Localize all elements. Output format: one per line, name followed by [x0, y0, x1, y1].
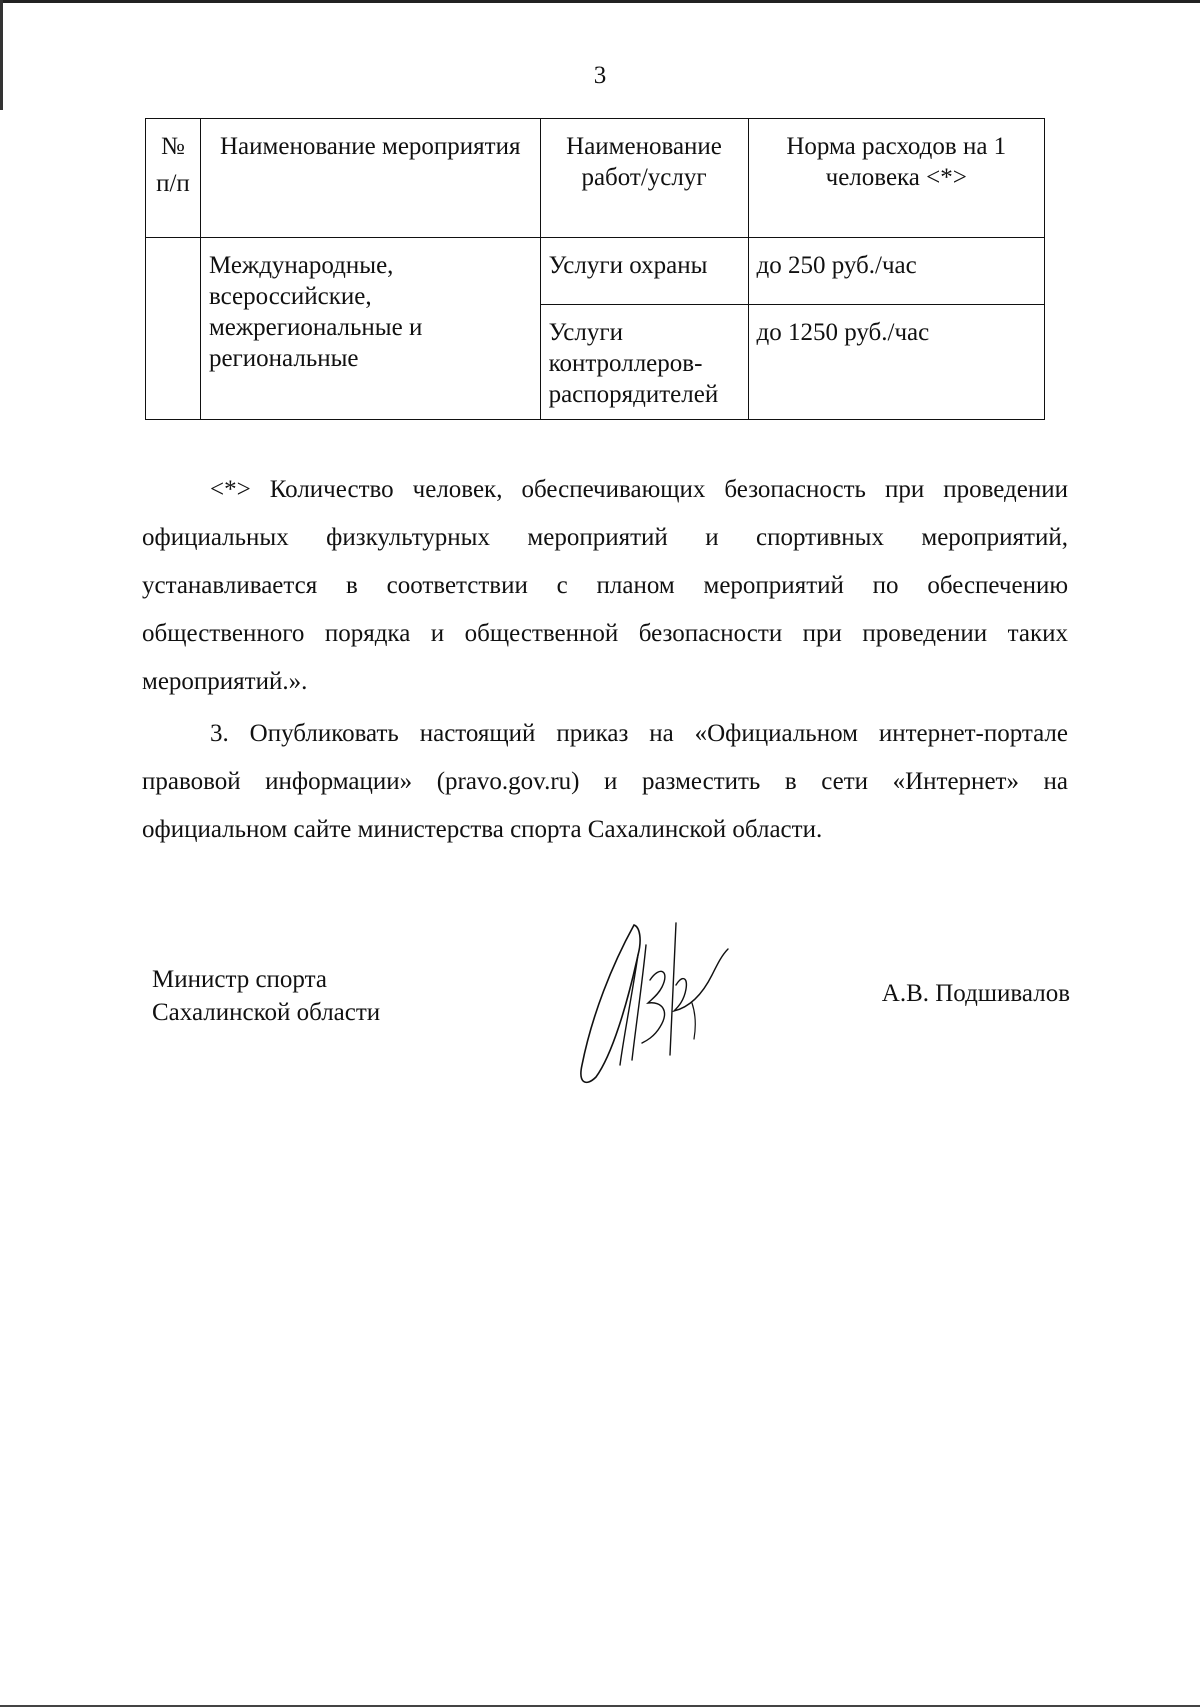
header-expense-norm: Норма расходов на 1 человека <*>: [748, 119, 1045, 238]
table-header-row: [146, 119, 1045, 238]
scan-edge-left: [0, 0, 3, 110]
expense-norms-table: [145, 118, 1045, 420]
clause-3-paragraph: 3. Опубликовать настоящий приказ на «Официальном интернет-портале правовой информации» (pravo.gov.ru) и разместить в сети «Интернет» на официальном сайте министерства спорта Сахалинской области.: [142, 720, 1068, 843]
signer-title-line-2: Сахалинской области: [152, 999, 381, 1026]
scan-edge-top: [0, 0, 1200, 3]
cell-event-name: Международные, всероссийские, межрегиональные и региональные: [200, 238, 540, 420]
handwritten-signature: [572, 915, 752, 1090]
signer-title-line-1: Министр спорта: [152, 966, 327, 993]
footnote-paragraph: <*> Количество человек, обеспечивающих безопасность при проведении официальных физкультурных мероприятий и спортивных мероприятий, устанавливается в соответствии с планом мероприятий по обеспечению общественного порядка и общественной безопасности при проведении таких мероприятий.».: [142, 476, 1068, 695]
signer-name: А.В. Подшивалов: [881, 980, 1070, 1007]
cell-rate: до 1250 руб./час: [748, 305, 1045, 420]
cell-service: Услуги охраны: [540, 238, 748, 305]
cell-service: Услуги контроллеров-распорядителей: [540, 305, 748, 420]
table-row: [146, 238, 1045, 305]
header-event-name: Наименование мероприятия: [200, 119, 540, 238]
cell-number: [146, 238, 201, 420]
signer-title: [152, 963, 380, 1029]
header-number-sign: №: [161, 133, 185, 160]
cell-rate: до 250 руб./час: [748, 238, 1045, 305]
header-number: [146, 119, 201, 238]
header-work-name: Наименование работ/услуг: [540, 119, 748, 238]
page-number: 3: [593, 62, 607, 89]
header-number-pp: п/п: [156, 170, 190, 197]
